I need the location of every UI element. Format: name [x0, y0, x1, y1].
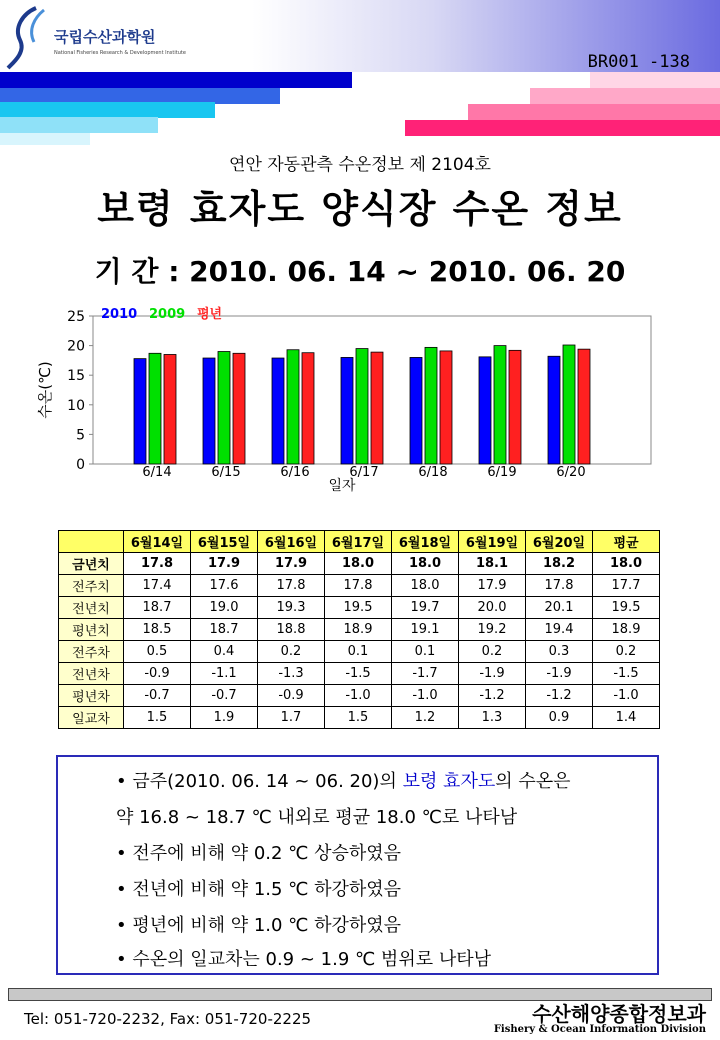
- table-cell: 18.0: [392, 553, 459, 575]
- x-axis-label: 일자: [328, 478, 356, 494]
- table-header-cell: 6월18일: [392, 531, 459, 553]
- org-name-en: Fishery & Ocean Information Division: [493, 1024, 706, 1035]
- table-cell: 1.7: [258, 707, 325, 729]
- table-cell: 0.2: [258, 641, 325, 663]
- table-cell: -1.2: [526, 685, 593, 707]
- bar: [287, 350, 299, 464]
- x-tick-label: 6/19: [487, 465, 517, 480]
- table-cell: 19.3: [258, 597, 325, 619]
- table-row: [59, 619, 660, 641]
- summary-line-3: • 전주에 비해 약 0.2 ℃ 상승하였음: [116, 843, 402, 864]
- table-cell: 19.5: [325, 597, 392, 619]
- stripe-cyan-1: [0, 102, 215, 118]
- y-tick-label: 5: [76, 427, 85, 444]
- summary-line-5: • 평년에 비해 약 1.0 ℃ 하강하였음: [116, 915, 402, 936]
- bar: [440, 351, 452, 464]
- table-header-cell: 6월16일: [258, 531, 325, 553]
- table-cell: 20.1: [526, 597, 593, 619]
- legend-entry: 평년: [197, 307, 223, 322]
- table-cell: 19.2: [459, 619, 526, 641]
- table-row: [59, 685, 660, 707]
- table-row: [59, 641, 660, 663]
- table-cell: 0.2: [459, 641, 526, 663]
- summary-line-1-prefix: • 금주(2010. 06. 14 ~ 06. 20)의: [116, 771, 403, 792]
- table-cell: 0.9: [526, 707, 593, 729]
- x-tick-label: 6/17: [349, 465, 379, 480]
- table-cell: 17.6: [191, 575, 258, 597]
- y-tick-label: 15: [67, 368, 85, 385]
- bar: [272, 358, 284, 464]
- legend-entry: 2010: [101, 307, 138, 322]
- bar: [494, 346, 506, 464]
- bar: [341, 357, 353, 464]
- table-cell: -1.5: [325, 663, 392, 685]
- x-tick-label: 6/18: [418, 465, 448, 480]
- y-tick-label: 0: [76, 457, 85, 473]
- x-tick-label: 6/20: [556, 465, 586, 480]
- table-cell: 1.9: [191, 707, 258, 729]
- table-cell: 19.4: [526, 619, 593, 641]
- bar: [356, 349, 368, 464]
- table-cell: 17.9: [258, 553, 325, 575]
- table-cell: 17.9: [459, 575, 526, 597]
- table-cell: 1.4: [593, 707, 660, 729]
- table-cell: 17.9: [191, 553, 258, 575]
- stripe-cyan-3: [0, 133, 90, 145]
- bar: [479, 357, 491, 464]
- table-cell: 18.2: [526, 553, 593, 575]
- table-header-cell: 6월15일: [191, 531, 258, 553]
- table-header-cell: 6월20일: [526, 531, 593, 553]
- row-label: 전주치: [59, 575, 124, 597]
- row-label: 평년치: [59, 619, 124, 641]
- stripe-pink-2: [530, 88, 720, 104]
- table-cell: 19.1: [392, 619, 459, 641]
- report-number: 연안 자동관측 수온정보 제 2104호: [229, 155, 491, 175]
- table-cell: -1.7: [392, 663, 459, 685]
- table-cell: -1.0: [593, 685, 660, 707]
- row-label: 전년치: [59, 597, 124, 619]
- summary-line-1: [116, 767, 571, 793]
- table-row: [59, 707, 660, 729]
- y-tick-label: 10: [67, 397, 85, 414]
- stripe-pink-1: [590, 72, 720, 88]
- table-row: [59, 553, 660, 575]
- table-cell: 18.1: [459, 553, 526, 575]
- table-cell: 0.3: [526, 641, 593, 663]
- table-cell: 0.2: [593, 641, 660, 663]
- fish-logo-icon: [4, 4, 54, 72]
- table-cell: -1.0: [392, 685, 459, 707]
- table-cell: 17.8: [526, 575, 593, 597]
- table-cell: 0.4: [191, 641, 258, 663]
- summary-place: 보령 효자도: [402, 771, 496, 792]
- legend-entry: 2009: [149, 307, 186, 322]
- table-cell: 19.0: [191, 597, 258, 619]
- table-header-cell: 6월17일: [325, 531, 392, 553]
- y-tick-label: 25: [67, 309, 85, 325]
- table-cell: 1.2: [392, 707, 459, 729]
- bar: [548, 356, 560, 464]
- table-cell: 18.8: [258, 619, 325, 641]
- bar: [371, 352, 383, 464]
- logo-text: 국립수산과학원: [54, 28, 156, 46]
- table-header-cell: 6월14일: [124, 531, 191, 553]
- stripe-pink-4: [405, 120, 720, 136]
- table-cell: -1.3: [258, 663, 325, 685]
- table-cell: -1.9: [526, 663, 593, 685]
- table-cell: 19.5: [593, 597, 660, 619]
- table-cell: 18.5: [124, 619, 191, 641]
- logo: [4, 4, 186, 72]
- summary-box: [56, 755, 659, 975]
- table-cell: 0.1: [392, 641, 459, 663]
- table-cell: -1.1: [191, 663, 258, 685]
- table-cell: -0.7: [191, 685, 258, 707]
- table-row: [59, 597, 660, 619]
- stripe-pink-3: [468, 104, 720, 120]
- stripe-cyan-2: [0, 117, 158, 133]
- water-temperature-chart: [30, 300, 690, 500]
- table-header-cell: 평균: [593, 531, 660, 553]
- bar: [563, 345, 575, 464]
- table-cell: 18.0: [593, 553, 660, 575]
- bar: [410, 357, 422, 464]
- table-row: [59, 575, 660, 597]
- table-cell: 1.5: [124, 707, 191, 729]
- summary-line-2: 약 16.8 ~ 18.7 ℃ 내외로 평균 18.0 ℃로 나타남: [116, 807, 518, 828]
- table-cell: 18.7: [191, 619, 258, 641]
- row-label: 전주차: [59, 641, 124, 663]
- temperature-table: [58, 530, 660, 729]
- table-cell: 18.0: [325, 553, 392, 575]
- bar: [302, 353, 314, 464]
- x-tick-label: 6/16: [280, 465, 310, 480]
- x-tick-label: 6/15: [211, 465, 241, 480]
- bar: [134, 359, 146, 464]
- table-cell: -1.2: [459, 685, 526, 707]
- table-cell: 17.7: [593, 575, 660, 597]
- table-cell: -1.5: [593, 663, 660, 685]
- bar: [218, 352, 230, 464]
- table-cell: -1.0: [325, 685, 392, 707]
- logo-subtext: National Fisheries Research & Development Institute: [54, 50, 186, 56]
- bar: [425, 347, 437, 464]
- table-cell: -0.7: [124, 685, 191, 707]
- table-cell: 17.8: [325, 575, 392, 597]
- row-label: 일교차: [59, 707, 124, 729]
- bar: [164, 354, 176, 464]
- table-cell: 18.0: [392, 575, 459, 597]
- y-tick-label: 20: [67, 338, 85, 355]
- bar: [578, 349, 590, 464]
- row-label: 평년차: [59, 685, 124, 707]
- period: 기 간 : 2010. 06. 14 ~ 2010. 06. 20: [94, 255, 626, 288]
- summary-line-6: • 수온의 일교차는 0.9 ~ 1.9 ℃ 범위로 나타남: [116, 949, 491, 970]
- row-label: 금년치: [59, 553, 124, 575]
- org-name: 수산해양종합정보과: [532, 1002, 706, 1026]
- bar: [149, 353, 161, 464]
- document-code: BR001 -138: [587, 52, 690, 72]
- table-cell: 19.7: [392, 597, 459, 619]
- table-cell: 17.4: [124, 575, 191, 597]
- table-cell: -1.9: [459, 663, 526, 685]
- stripe-blue-1: [0, 72, 352, 88]
- table-cell: 0.1: [325, 641, 392, 663]
- table-cell: -0.9: [258, 685, 325, 707]
- bar: [233, 353, 245, 464]
- contact-info: Tel: 051-720-2232, Fax: 051-720-2225: [24, 1010, 312, 1028]
- bar: [203, 358, 215, 464]
- summary-line-1-suffix: 의 수온은: [495, 771, 571, 792]
- table-cell: 17.8: [124, 553, 191, 575]
- summary-line-4: • 전년에 비해 약 1.5 ℃ 하강하였음: [116, 879, 402, 900]
- page-title: 보령 효자도 양식장 수온 정보: [97, 187, 623, 231]
- table-cell: 18.9: [593, 619, 660, 641]
- table-cell: -0.9: [124, 663, 191, 685]
- table-cell: 20.0: [459, 597, 526, 619]
- table-cell: 17.8: [258, 575, 325, 597]
- table-cell: 1.3: [459, 707, 526, 729]
- table-row: [59, 663, 660, 685]
- y-axis-label: 수온(℃): [36, 361, 54, 419]
- table-cell: 1.5: [325, 707, 392, 729]
- table-corner: [59, 531, 124, 553]
- table-header-cell: 6월19일: [459, 531, 526, 553]
- table-cell: 0.5: [124, 641, 191, 663]
- table-cell: 18.7: [124, 597, 191, 619]
- x-tick-label: 6/14: [142, 465, 172, 480]
- row-label: 전년차: [59, 663, 124, 685]
- bar: [509, 350, 521, 464]
- table-cell: 18.9: [325, 619, 392, 641]
